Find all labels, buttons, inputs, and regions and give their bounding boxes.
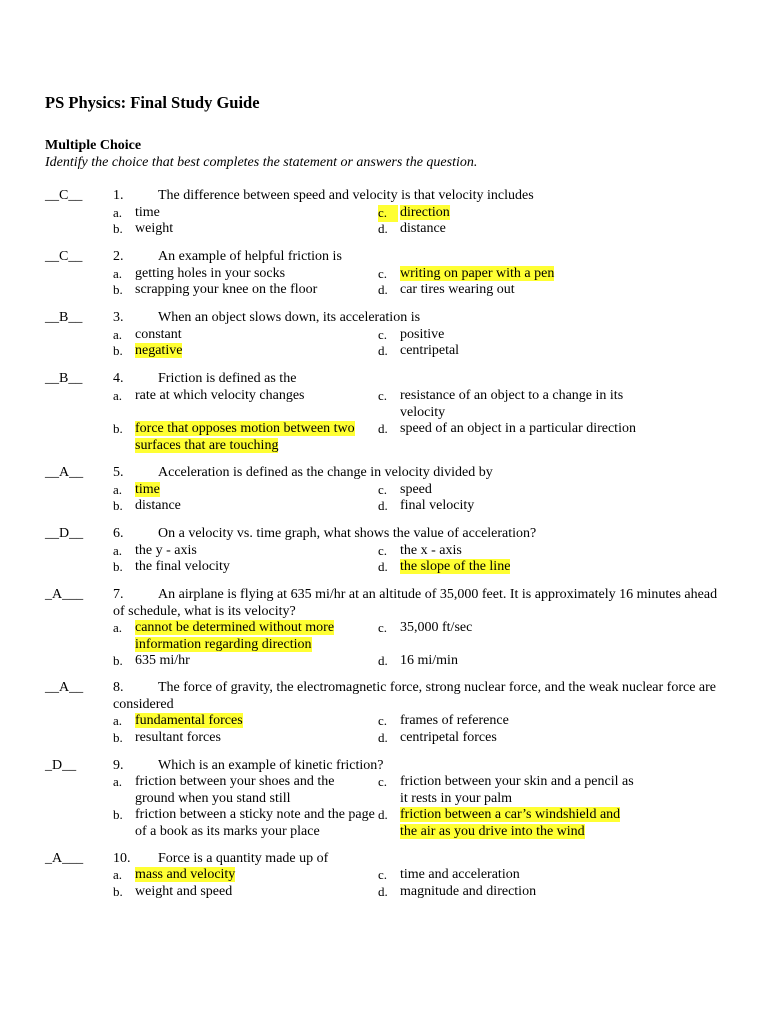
answer-blank: _A___ (45, 587, 84, 602)
option-letter: d. (378, 730, 388, 745)
option-text: car tires wearing out (400, 282, 515, 297)
option-letter: a. (113, 327, 123, 342)
highlighted-answer: friction between a car’s windshield and the air as you drive into the wind (400, 807, 621, 839)
page-title: PS Physics: Final Study Guide (45, 93, 260, 112)
option-letter: a. (113, 205, 123, 220)
option-letter: c. (378, 266, 388, 281)
option-letter: d. (378, 559, 388, 574)
option-letter: d. (378, 343, 388, 358)
option-text: rate at which velocity changes (135, 388, 305, 403)
highlighted-answer: cannot be determined without more information regarding direction (135, 620, 335, 652)
option-letter: b. (113, 343, 123, 358)
option-text: friction between your shoes and the ground when you stand still (135, 774, 335, 806)
option-text: speed of an object in a particular direction (400, 421, 636, 436)
option-letter: c. (378, 774, 388, 789)
option-letter: a. (113, 620, 123, 635)
highlighted-answer: negative (135, 343, 183, 358)
option-letter: c. (378, 713, 388, 728)
option-letter: c. (378, 205, 398, 222)
section-heading: Multiple Choice (45, 138, 142, 153)
option-text: 35,000 ft/sec (400, 620, 473, 635)
option-letter: a. (113, 543, 123, 558)
option-text: resultant forces (135, 730, 221, 745)
option-text: distance (135, 498, 181, 513)
option-text: time and acceleration (400, 867, 520, 882)
highlighted-answer: mass and velocity (135, 867, 236, 882)
option-letter: b. (113, 730, 123, 745)
option-text (400, 205, 640, 222)
option-letter: a. (113, 482, 123, 497)
option-letter: b. (113, 421, 123, 436)
question-stem: The force of gravity, the electromagnetic force, strong nuclear force, and the weak nuclear force are considered (113, 680, 717, 712)
option-letter: d. (378, 884, 388, 899)
highlighted-answer: fundamental forces (135, 713, 243, 728)
option-text: final velocity (400, 498, 475, 513)
option-text: resistance of an object to a change in its velocity (400, 388, 624, 420)
highlighted-answer: direction (400, 205, 450, 220)
option-letter: c. (378, 867, 388, 882)
question-stem: The difference between speed and velocity is that velocity includes (158, 188, 534, 203)
option-letter: d. (378, 221, 388, 236)
question-stem: Acceleration is defined as the change in velocity divided by (158, 465, 493, 480)
option-text: time (135, 205, 160, 220)
option-text: scrapping your knee on the floor (135, 282, 318, 297)
option-letter: c. (378, 388, 388, 403)
highlighted-answer: writing on paper with a pen (400, 266, 555, 281)
option-text: centripetal (400, 343, 460, 358)
option-text: constant (135, 327, 182, 342)
option-text (135, 421, 360, 454)
option-letter: b. (113, 498, 123, 513)
option-text (135, 620, 345, 653)
instructions: Identify the choice that best completes the statement or answers the question. (45, 155, 478, 170)
answer-blank: __C__ (45, 249, 83, 264)
answer-blank: __A__ (45, 465, 84, 480)
option-text: 635 mi/hr (135, 653, 190, 668)
option-letter: d. (378, 421, 388, 436)
option-text (135, 343, 375, 360)
question-number: 9. (113, 758, 124, 773)
option-letter: b. (113, 884, 123, 899)
option-letter: c. (378, 327, 388, 342)
option-text: friction between your skin and a pencil as it rests in your palm (400, 774, 634, 806)
option-letter: d. (378, 498, 388, 513)
option-letter: a. (113, 867, 123, 882)
answer-blank: __B__ (45, 310, 83, 325)
question-stem: When an object slows down, its acceleration is (158, 310, 421, 325)
option-text: speed (400, 482, 432, 497)
question-number: 6. (113, 526, 124, 541)
option-text: getting holes in your socks (135, 266, 286, 281)
option-letter: b. (113, 559, 123, 574)
option-letter: c. (378, 482, 388, 497)
answer-blank: __A__ (45, 680, 84, 695)
option-text: centripetal forces (400, 730, 497, 745)
option-text: distance (400, 221, 446, 236)
option-letter: c. (378, 620, 388, 635)
highlighted-answer: time (135, 482, 160, 497)
option-text (400, 559, 640, 576)
option-text: the final velocity (135, 559, 230, 574)
option-text: 16 mi/min (400, 653, 458, 668)
option-text (135, 713, 375, 730)
option-letter: d. (378, 807, 388, 822)
option-text: friction between a sticky note and the page of a book as its marks your place (135, 807, 375, 839)
option-text (400, 266, 640, 283)
question-stem: An airplane is flying at 635 mi/hr at an altitude of 35,000 feet. It is approximately 16 minutes ahead of schedule, what is its velocity? (113, 587, 718, 619)
option-text: magnitude and direction (400, 884, 537, 899)
question-number: 8. (113, 680, 124, 695)
option-text (135, 482, 375, 499)
question-number: 4. (113, 371, 124, 386)
option-letter: b. (113, 807, 123, 822)
answer-blank: __C__ (45, 188, 83, 203)
option-letter: d. (378, 282, 388, 297)
option-letter: d. (378, 653, 388, 668)
option-text: positive (400, 327, 445, 342)
option-letter: a. (113, 774, 123, 789)
question-number: 10. (113, 851, 131, 866)
answer-blank: _A___ (45, 851, 84, 866)
question-number: 2. (113, 249, 124, 264)
option-text: the y - axis (135, 543, 197, 558)
answer-blank: __D__ (45, 526, 84, 541)
option-text: weight and speed (135, 884, 233, 899)
question-number: 1. (113, 188, 124, 203)
option-text (135, 867, 375, 884)
question-stem: On a velocity vs. time graph, what shows the value of acceleration? (158, 526, 537, 541)
option-letter: b. (113, 221, 123, 236)
option-letter: c. (378, 543, 388, 558)
option-text: the x - axis (400, 543, 462, 558)
question-stem: Friction is defined as the (158, 371, 297, 386)
answer-blank: _D__ (45, 758, 77, 773)
question-number: 5. (113, 465, 124, 480)
question-number: 7. (113, 587, 124, 602)
question-stem: Force is a quantity made up of (158, 851, 329, 866)
question-stem: An example of helpful friction is (158, 249, 342, 264)
option-text: frames of reference (400, 713, 509, 728)
question-stem: Which is an example of kinetic friction? (158, 758, 384, 773)
highlighted-answer: force that opposes motion between two surfaces that are touching (135, 421, 355, 453)
option-text: weight (135, 221, 174, 236)
option-letter: b. (113, 282, 123, 297)
option-letter: a. (113, 388, 123, 403)
option-letter: b. (113, 653, 123, 668)
answer-blank: __B__ (45, 371, 83, 386)
highlighted-answer: the slope of the line (400, 559, 511, 574)
option-letter: a. (113, 266, 123, 281)
option-letter: a. (113, 713, 123, 728)
question-number: 3. (113, 310, 124, 325)
option-text (400, 807, 632, 840)
